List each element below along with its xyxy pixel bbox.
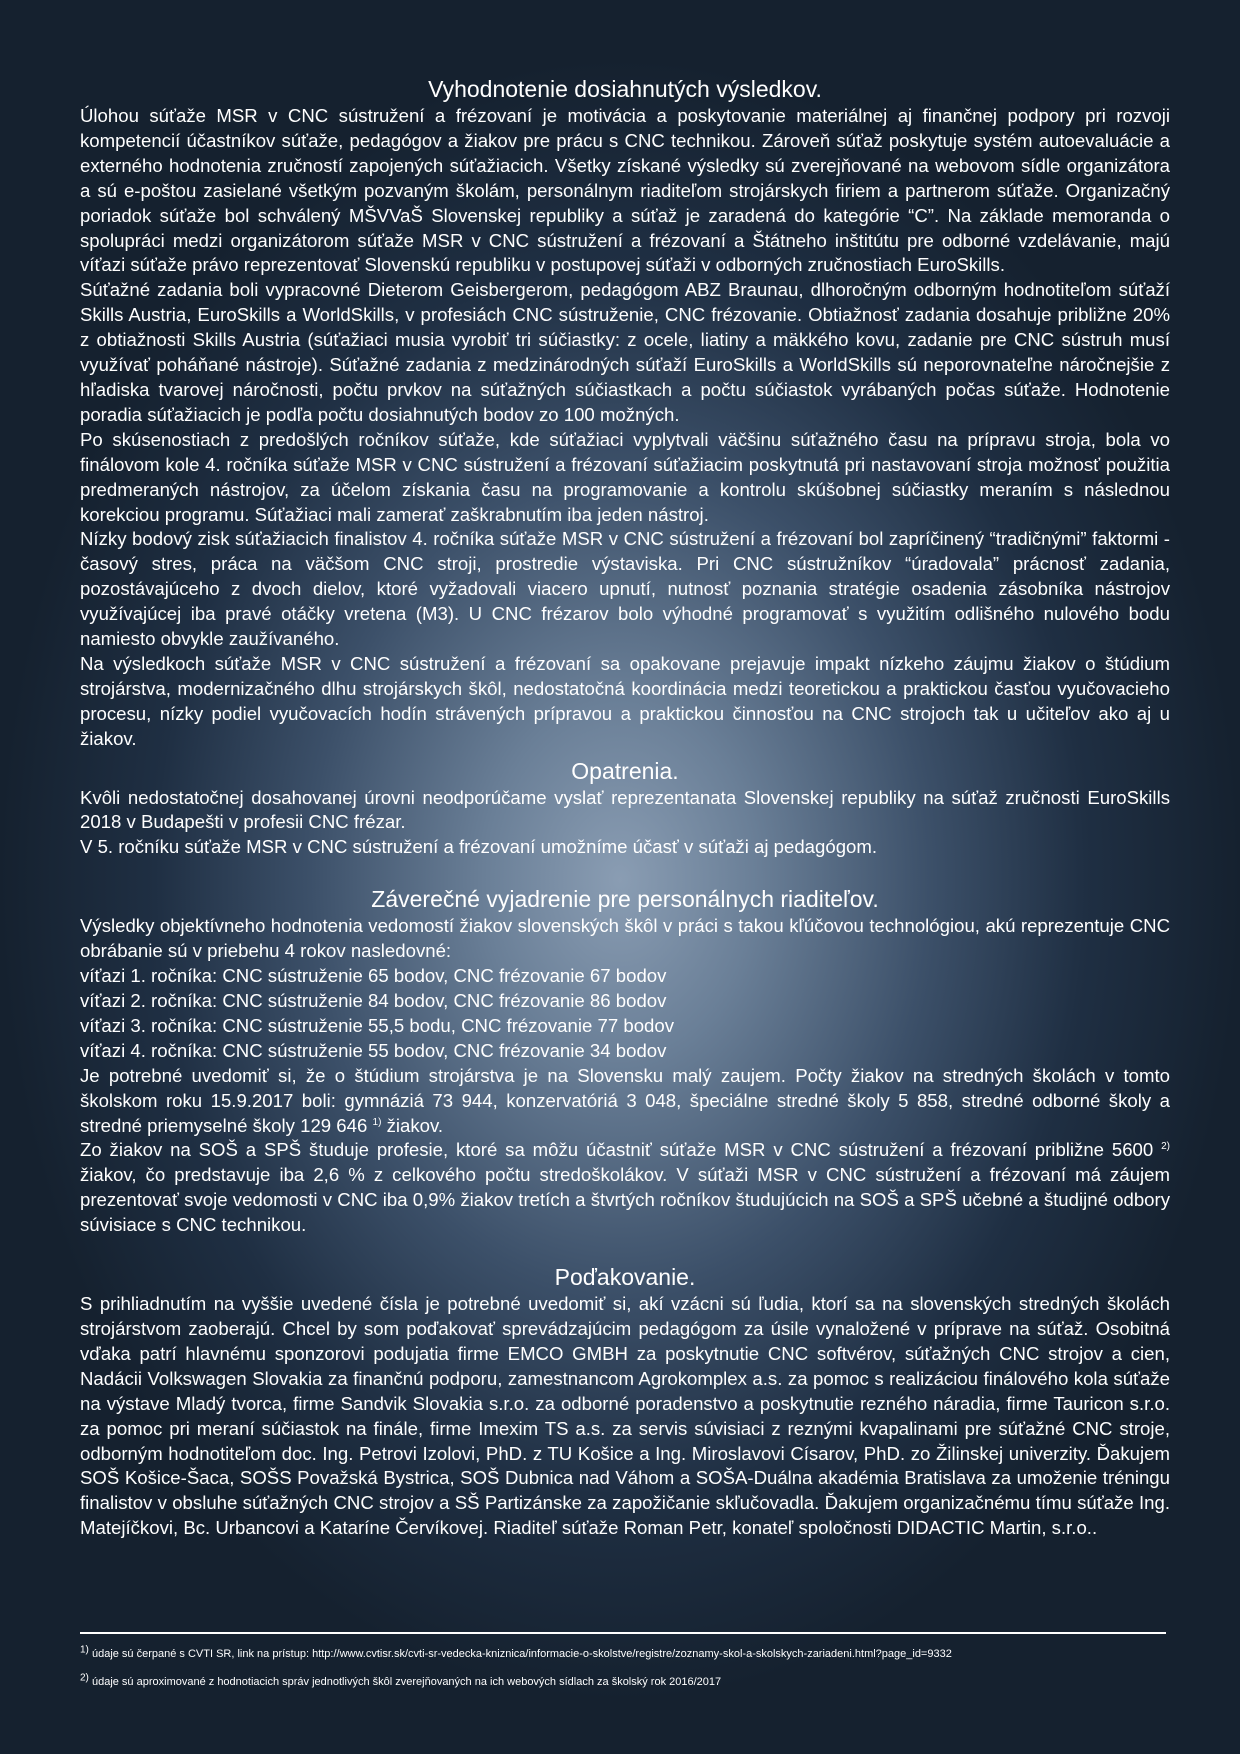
measures-paragraph-2: V 5. ročníku súťaže MSR v CNC sústružení a frézovaní umožníme účasť v súťaži aj pedagógom. (80, 836, 878, 858)
section-title-evaluation: Vyhodnotenie dosiahnutých výsledkov. (428, 76, 822, 102)
footnotes (80, 1632, 1170, 1702)
footnote-ref-2: 2) (1161, 1141, 1171, 1153)
final-p2-tail: žiakov. (381, 1114, 444, 1136)
evaluation-paragraph-2: Súťažné zadania boli vypracovné Dieterom Geisbergerom, pedagógom ABZ Braunau, dlhoročným odborným hodnotiteľom súťaží Skills Austria, EuroSkills a WorldSkills, v profesiách CNC sústruženie, CNC frézovanie. Obtiažnosť zadania dosahuje približne 20% z obtiažnosti Skills Austria (súťažiaci musia vyrobiť tri súčiastky: z ocele, liatiny a mäkkého kovu, zadanie pre CNC sústruh musí využívať poháňané nástroje). Súťažné zadania z medzinárodných súťaží EuroSkills a WorldSkills sú neporovnateľne náročnejšie z hľadiska tvarovej náročnosti, počtu prvkov na súťažných súčiastkach a počtu súčiastok vyrábaných počas súťaže. Hodnotenie poradia súťažiacich je podľa počtu dosiahnutých bodov zo 100 možných. (80, 279, 1170, 425)
measures-paragraph-1: Kvôli nedostatočnej dosahovanej úrovni neodporúčame vyslať reprezentanata Slovenskej republiky na súťaž zručnosti EuroSkills 2018 v Budapešti v profesii CNC frézar. (80, 786, 1170, 833)
footnote-ref-1: 1) (372, 1116, 382, 1128)
section-title-thanks: Poďakovanie. (554, 1264, 696, 1291)
document-body (80, 74, 1170, 1541)
footnote-text-1: údaje sú čerpané s CVTI SR, link na prístup: http://www.cvtisr.sk/cvti-sr-vedecka-kniznica/informacie-o-skolstve/registre/zoznamy-skol-a-skolskych-zariadeni.html?page_id=9332 (88, 1648, 952, 1660)
result-line-1: víťazi 1. ročníka: CNC sústruženie 65 bodov, CNC frézovanie 67 bodov (80, 965, 667, 987)
final-paragraph-2 (80, 1064, 1170, 1139)
footnote-2 (80, 1674, 1170, 1690)
footnote-1 (80, 1646, 1170, 1662)
section-title-final: Záverečné vyjadrenie pre personálnych riaditeľov. (371, 886, 879, 913)
final-paragraph-3 (80, 1138, 1170, 1238)
footnote-divider (80, 1632, 1166, 1634)
final-p3-text: Zo žiakov na SOŠ a SPŠ študuje profesie, ktoré sa môžu účastniť súťaže MSR v CNC sústružení a frézovaní približne 5600 (80, 1139, 1154, 1161)
evaluation-paragraph-4: Nízky bodový zisk súťažiacich finalistov 4. ročníka súťaže MSR v CNC sústružení a frézovaní bol zapríčinený “tradičnými” faktormi - časový stres, práca na väčšom CNC stroji, prostredie výstaviska. Pri CNC sústružníkov “úradovala” prácnosť zadania, pozostávajúceho z dvoch dielov, ktoré vyžadovali viacero upnutí, nutnosť poznania stratégie osadenia zásobníka nástrojov využívajúcej iba pravé otáčky vretena (M3). U CNC frézarov bolo výhodné programovať s využitím odlišného nulového bodu namiesto obvykle zaužívaného. (80, 528, 1170, 650)
evaluation-paragraph-1: Úlohou súťaže MSR v CNC sústružení a frézovaní je motivácia a poskytovanie materiálnej aj finančnej podpory pri rozvoji kompetencií účastníkov súťaže, pedagógov a žiakov pre prácu s CNC technikou. Zároveň súťaž poskytuje systém autoevaluácie a externého hodnotenia zručností zapojených súťažiacich. Všetky získané výsledky sú zverejňované na webovom sídle organizátora a sú e-poštou zasielané všetkým pozvaným školám, personálnym riaditeľom strojárskych firiem a partnerom súťaže. Organizačný poriadok súťaže bol schválený MŠVVaŠ Slovenskej republiky a súťaž je zaradená do kategórie “C”. Na základe memoranda o spolupráci medzi organizátorom súťaže MSR v CNC sústružení a frézovaní a Štátneho inštitútu pre odborné vzdelávanie, majú víťazi súťaže právo reprezentovať Slovenskú republiku v postupovej súťaži v odborných zručnostiach EuroSkills. (80, 105, 1170, 276)
evaluation-paragraph-5: Na výsledkoch súťaže MSR v CNC sústružení a frézovaní sa opakovane prejavuje impakt nízkeho záujmu žiakov o štúdium strojárstva, modernizačného dlhu strojárskych škôl, nedostatočná koordinácia medzi teoretickou a praktickou časťou vyučovacieho procesu, nízky podiel vyučovacích hodín strávených prípravou a praktickou činnosťou na CNC strojoch tak u učiteľov ako aj u žiakov. (80, 652, 1170, 749)
final-intro: Výsledky objektívneho hodnotenia vedomostí žiakov slovenských škôl v práci s takou kľúčovou technológiou, akú reprezentuje CNC obrábanie sú v priebehu 4 rokov nasledovné: (80, 915, 1170, 962)
footnote-text-2: údaje sú aproximované z hodnotiacich správ jednotlivých škôl zverejňovaných na ich webových sídlach za školský rok 2016/2017 (88, 1676, 722, 1688)
section-title-measures: Opatrenia. (571, 757, 679, 784)
result-line-4: víťazi 4. ročníka: CNC sústruženie 55 bodov, CNC frézovanie 34 bodov (80, 1039, 667, 1061)
thanks-paragraph: S prihliadnutím na vyššie uvedené čísla je potrebné uvedomiť si, akí vzácni sú ľudia, ktorí sa na slovenských stredných školách strojárstvom zaoberajú. Chcel by som poďakovať sprevádzajúcim pedagógom za úsile vynaložené v príprave na súťaž. Osobitná vďaka patrí hlavnému sponzorovi podujatia firme EMCO GMBH za poskytnutie CNC softvérov, súťažných CNC strojov a cien, Nadácii Volkswagen Slovakia za finančnú podporu, zamestnancom Agrokomplex a.s. za pomoc s realizáciou finálového kola súťaže na výstave Mladý tvorca, firme Sandvik Slovakia s.r.o. za odborné poradenstvo a poskytnutie rezného náradia, firme Tauricon s.r.o. za pomoc pri meraní súčiastok na finále, firme Imexim TS a.s. za servis súvisiaci z reznými kvapalinami pre súťažné CNC stroje, odborným hodnotiteľom doc. Ing. Petrovi Izolovi, PhD. z TU Košice a Ing. Miroslavovi Císarov, PhD. zo Žilinskej univerzity. Ďakujem SOŠ Košice-Šaca, SOŠS Považská Bystrica, SOŠ Dubnica nad Váhom a SOŠA-Duálna akadémia Bratislava za umoženie tréningu finalistov v obsluhe súťažných CNC strojov a SŠ Partizánske za zapožičanie skľučovadla. Ďakujem organizačnému tímu súťaže Ing. Matejíčkovi, Bc. Urbancovi a Kataríne Červíkovej. Riaditeľ súťaže Roman Petr, konateľ spoločnosti DIDACTIC Martin, s.r.o.. (80, 1293, 1170, 1539)
final-p3-tail: žiakov, čo predstavuje iba 2,6 % z celkového počtu stredoškolákov. V súťaži MSR v CNC sústružení a frézovaní má záujem prezentovať svoje vedomosti v CNC iba 0,9% žiakov tretích a štvrtých ročníkov študujúcich na SOŠ a SPŠ učebné a študijné odbory súvisiace s CNC technikou. (80, 1164, 1170, 1236)
final-p2-text: Je potrebné uvedomiť si, že o štúdium strojárstva je na Slovensku malý zaujem. Počty žiakov na stredných školách v tomto školskom roku 15.9.2017 boli: gymnáziá 73 944, konzervatóriá 3 048, špeciálne stredné školy 5 858, stredné odborné školy a stredné priemyselné školy 129 646 (80, 1064, 1170, 1136)
footnote-mark-1: 1) (80, 1644, 89, 1656)
spacer (80, 1238, 1170, 1262)
footnote-mark-2: 2) (80, 1672, 89, 1684)
spacer (80, 860, 1170, 884)
result-line-2: víťazi 2. ročníka: CNC sústruženie 84 bodov, CNC frézovanie 86 bodov (80, 990, 667, 1011)
evaluation-paragraph-3: Po skúsenostiach z predošlých ročníkov súťaže, kde súťažiaci vyplytvali väčšinu súťažného času na prípravu stroja, bola vo finálovom kole 4. ročníka súťaže MSR v CNC sústružení a frézovaní súťažiacim poskytnutá pri nastavovaní stroja možnosť použitia predmeraných nástrojov, za účelom získania času na programovanie a kontrolu skúšobnej súčiastky meraním s následnou korekciou programu. Súťažiaci mali zamerať zaškrabnutím iba jeden nástroj. (80, 428, 1170, 525)
result-line-3: víťazi 3. ročníka: CNC sústruženie 55,5 bodu, CNC frézovanie 77 bodov (80, 1014, 675, 1036)
